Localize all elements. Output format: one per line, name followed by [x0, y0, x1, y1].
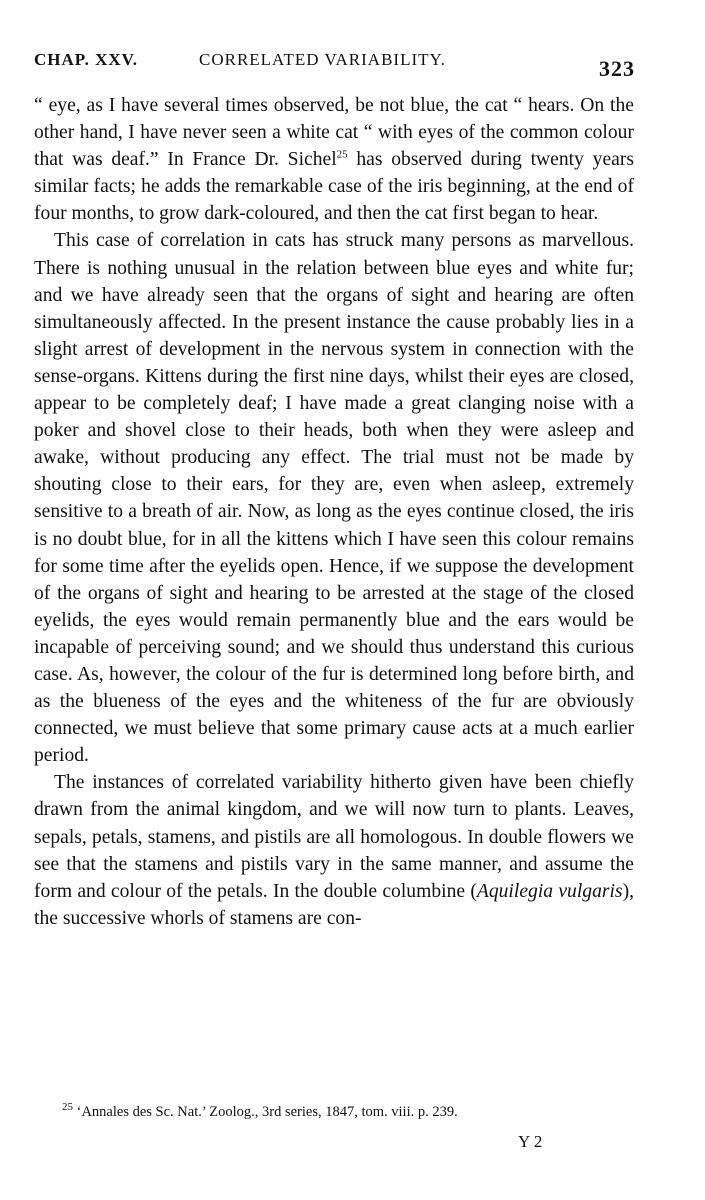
footnote-text: ‘Annales des Sc. Nat.’ Zoolog., 3rd series, 1847, tom. viii. p. 239. [73, 1104, 458, 1120]
footnote [62, 1101, 602, 1121]
species-name: Aquilegia vulgaris [476, 880, 623, 902]
footnote-ref: 25 [336, 148, 348, 161]
page-number: 323 [599, 56, 635, 81]
paragraph-3-text-b: ), the successive whorls of stamens are con- [34, 880, 634, 929]
signature-mark: Y 2 [518, 1132, 543, 1151]
paragraph-1-text-b: has observed during twenty years similar facts; he adds the remarkable case of the iris beginning, at the end of four months, to grow dark-coloured, and then the cat first began to hear. [34, 149, 634, 225]
paragraph-1 [34, 92, 634, 227]
paragraph-3-text-a: The instances of correlated variability hitherto given have been chiefly drawn from the animal kingdom, and we will now turn to plants. Leaves, sepals, petals, stamens, and pistils are all homologous. In double flowers we see that the stamens and pistils vary in the same manner, and assume the form and colour of the petals. In the double columbine ( [34, 772, 634, 902]
body-text [34, 92, 634, 932]
running-header [34, 42, 635, 82]
running-title: CORRELATED VARIABILITY. [199, 50, 446, 69]
footnote-number: 25 [62, 1101, 73, 1114]
paragraph-1-text-a: “ eye, as I have several times observed, be not blue, the cat “ hears. On the other hand, I have never seen a white cat “ with eyes of the common colour that was deaf.” In France Dr. Sichel [34, 95, 634, 171]
chapter-label: CHAP. XXV. [34, 50, 138, 69]
paragraph-2: This case of correlation in cats has struck many persons as marvellous. There is nothing unusual in the relation between blue eyes and white fur; and we have already seen that the organs of sight and hearing are often simultaneously affected. In the present instance the cause probably lies in a slight arrest of development in the nervous system in connection with the sense-organs. Kittens during the first nine days, whilst their eyes are closed, appear to be completely deaf; I have made a great clanging noise with a poker and shovel close to their heads, both when they were asleep and awake, without producing any effect. The trial must not be made by shouting close to their ears, for they are, even when asleep, extremely sensitive to a breath of air. Now, as long as the eyes continue closed, the iris is no doubt blue, for in all the kittens which I have seen this colour remains for some time after the eyelids open. Hence, if we suppose the development of the organs of sight and hearing to be arrested at the stage of the closed eyelids, the eyes would remain permanently blue and the ears would be incapable of perceiving sound; and we should thus understand this curious case. As, however, the colour of the fur is determined long before birth, and as the blueness of the eyes and the whiteness of the fur are obviously connected, we must believe that some primary cause acts at a much earlier period. [34, 230, 634, 767]
paragraph-3 [34, 769, 634, 932]
